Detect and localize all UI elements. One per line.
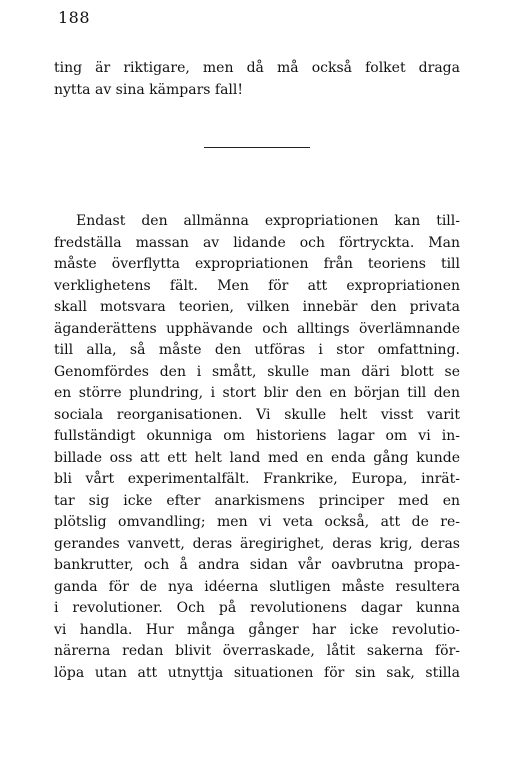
text-line: nytta av sina kämpars fall! — [54, 81, 244, 98]
text-line: ganda för de nya idéerna slutligen måste resultera — [54, 578, 460, 595]
text-line: tar sig icke efter anarkismens principer med en — [54, 492, 460, 509]
text-line: sociala reorganisationen. Vi skulle helt visst varit — [54, 406, 460, 423]
text-line: vi handla. Hur många gånger har icke revolutio- — [54, 621, 460, 638]
text-line: måste överflytta expropriationen från teoriens till — [54, 256, 460, 272]
text-line: Endast den allmänna expropriationen kan till- — [76, 213, 460, 229]
text-line: Genomfördes den i smått, skulle man däri blott se — [54, 363, 460, 380]
text-line: skall motsvara teorien, vilken innebär den privata — [54, 299, 460, 315]
text-line: gerandes vanvett, deras äregirighet, deras krig, deras — [54, 535, 460, 552]
opening-text-block — [54, 58, 460, 101]
text-line: plötslig omvandling; men vi veta också, att de re- — [54, 514, 460, 530]
paragraph — [54, 211, 460, 684]
text-line: bli vårt experimentalfält. Frankrike, Europa, inrät- — [54, 471, 460, 487]
page-number: 188 — [58, 8, 91, 27]
section-divider — [204, 147, 310, 148]
text-line: äganderättens upphävande och alltings överlämnande — [54, 320, 460, 337]
text-line: billade oss att ett helt land med en enda gång kunde — [54, 449, 460, 466]
text-line: verklighetens fält. Men för att expropriationen — [54, 277, 460, 294]
text-line: i revolutioner. Och på revolutionens dagar kunna — [54, 600, 460, 616]
text-line: ting är riktigare, men då må också folket draga — [54, 60, 460, 76]
text-line: bankrutter, och å andra sidan vår oavbrutna propa- — [54, 557, 460, 573]
text-line: löpa utan att utnyttja situationen för sin sak, stilla — [54, 664, 460, 681]
text-line: till alla, så måste den utföras i stor omfattning. — [54, 342, 460, 358]
text-line: fullständigt okunniga om historiens lagar om vi in- — [54, 428, 460, 444]
text-line: fredställa massan av lidande och förtryckta. Man — [54, 234, 460, 251]
text-line: närerna redan blivit överraskade, låtit sakerna för- — [54, 643, 460, 659]
text-line: en större plundring, i stort blir den en början till den — [54, 385, 460, 401]
